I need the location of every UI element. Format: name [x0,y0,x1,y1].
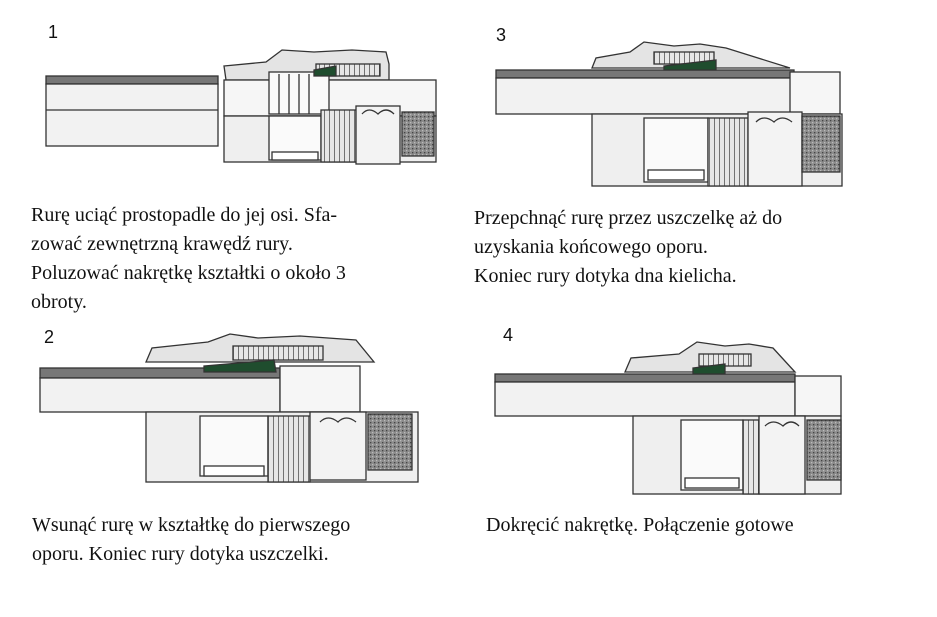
step-number: 4 [503,325,514,345]
step-number: 3 [496,25,507,45]
step-3-drawing [494,36,854,196]
fitting [592,42,842,186]
caption-line: Rurę uciąć prostopadle do jej osi. Sfa- [31,204,338,226]
step-4-caption [486,511,906,540]
step-number: 2 [44,327,55,347]
step-1-caption [31,201,451,317]
fitting [224,50,436,164]
caption-line: Koniec rury dotyka dna kielicha. [474,265,737,287]
step-number: 1 [48,22,59,42]
step-2-caption [32,511,452,569]
caption-line: oporu. Koniec rury dotyka uszczelki. [32,543,329,565]
pipe-inserted [495,374,795,416]
caption-line: Wsunąć rurę w kształtkę do pierwszego [32,514,351,536]
fitting-tightened [625,342,841,494]
caption-line: Przepchnąć rurę przez uszczelkę aż do [474,207,783,229]
pipe [46,76,218,146]
caption-line: zować zewnętrzną krawędź rury. [31,233,293,255]
pipe-inserted [40,368,280,412]
step-1-drawing [44,44,444,184]
caption-line: uzyskania końcowego oporu. [474,236,708,258]
caption-line: obroty. [31,291,87,313]
pipe-inserted [496,70,794,114]
step-2-drawing [38,330,428,500]
step-3-caption [474,204,896,291]
caption-line: Dokręcić nakrętkę. Połączenie gotowe [486,514,794,536]
step-4-drawing [493,340,853,500]
caption-line: Poluzować nakrętkę kształtki o około 3 [31,262,346,284]
